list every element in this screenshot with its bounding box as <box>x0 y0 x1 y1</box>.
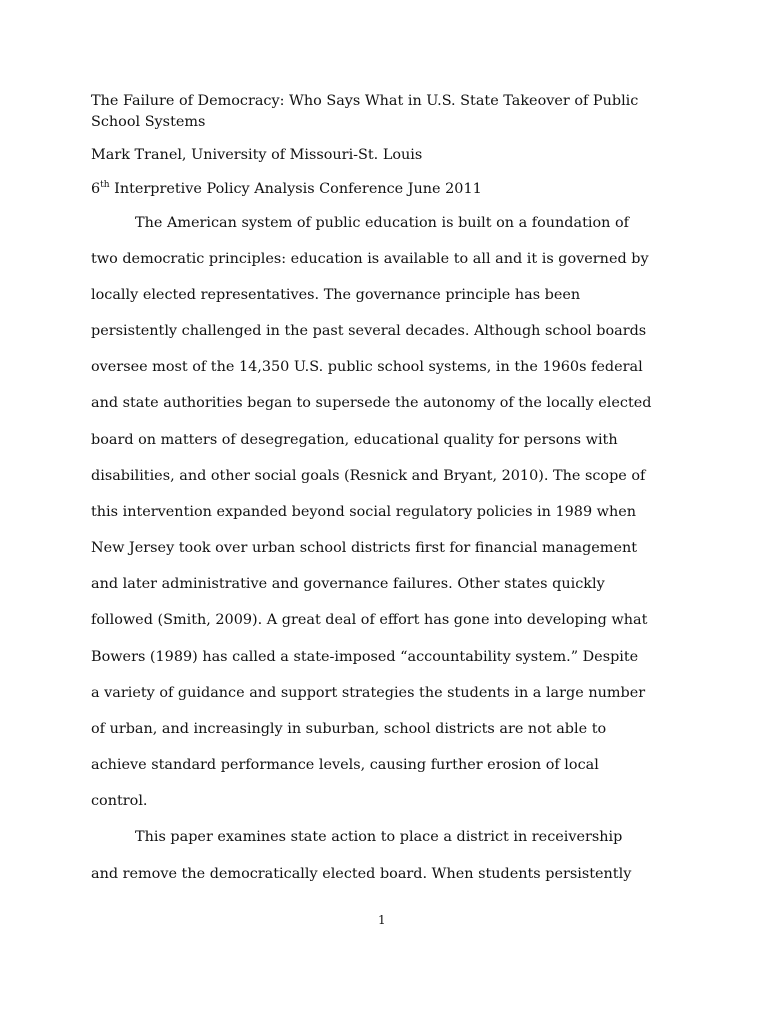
title-line-1: The Failure of Democracy: Who Says What in U.S. State Takeover of Public <box>91 93 639 109</box>
paragraph-1-line: Bowers (1989) has called a state-imposed “accountability system.” Despite <box>91 649 639 665</box>
paragraph-1-line: New Jersey took over urban school districts first for financial management <box>91 540 638 556</box>
paragraph-1-line: of urban, and increasingly in suburban, school districts are not able to <box>91 721 607 737</box>
paragraph-2-line: and remove the democratically elected board. When students persistently <box>91 866 632 882</box>
paragraph-1-line: control. <box>91 793 148 809</box>
conference-text: Interpretive Policy Analysis Conference June 2011 <box>109 181 482 197</box>
conference-number: 6 <box>91 181 101 197</box>
paragraph-1-line: and state authorities began to supersede the autonomy of the locally elected <box>91 395 652 411</box>
paragraph-1-line: and later administrative and governance failures. Other states quickly <box>91 576 605 592</box>
paragraph-1-line: oversee most of the 14,350 U.S. public school systems, in the 1960s federal <box>91 359 643 375</box>
paragraph-1-line: a variety of guidance and support strategies the students in a large number <box>91 685 646 701</box>
author-line: Mark Tranel, University of Missouri-St. Louis <box>91 147 423 163</box>
conference-line <box>91 181 482 197</box>
paragraph-1-line: two democratic principles: education is available to all and it is governed by <box>91 251 649 267</box>
paragraph-1-line: achieve standard performance levels, causing further erosion of local <box>91 757 599 773</box>
title-line-2: School Systems <box>91 114 206 130</box>
paragraph-1-line: followed (Smith, 2009). A great deal of effort has gone into developing what <box>91 612 648 628</box>
paragraph-1-line: locally elected representatives. The governance principle has been <box>91 287 581 303</box>
paragraph-1-line: disabilities, and other social goals (Resnick and Bryant, 2010). The scope of <box>91 468 646 484</box>
page-number: 1 <box>378 913 386 927</box>
paragraph-1-line: persistently challenged in the past several decades. Although school boards <box>91 323 647 339</box>
paragraph-1-line: The American system of public education is built on a foundation of <box>135 215 629 231</box>
paragraph-2-line: This paper examines state action to place a district in receivership <box>135 829 623 845</box>
conference-ordinal: th <box>100 180 110 190</box>
paragraph-1-line: this intervention expanded beyond social regulatory policies in 1989 when <box>91 504 637 520</box>
paragraph-1-line: board on matters of desegregation, educational quality for persons with <box>91 432 618 448</box>
